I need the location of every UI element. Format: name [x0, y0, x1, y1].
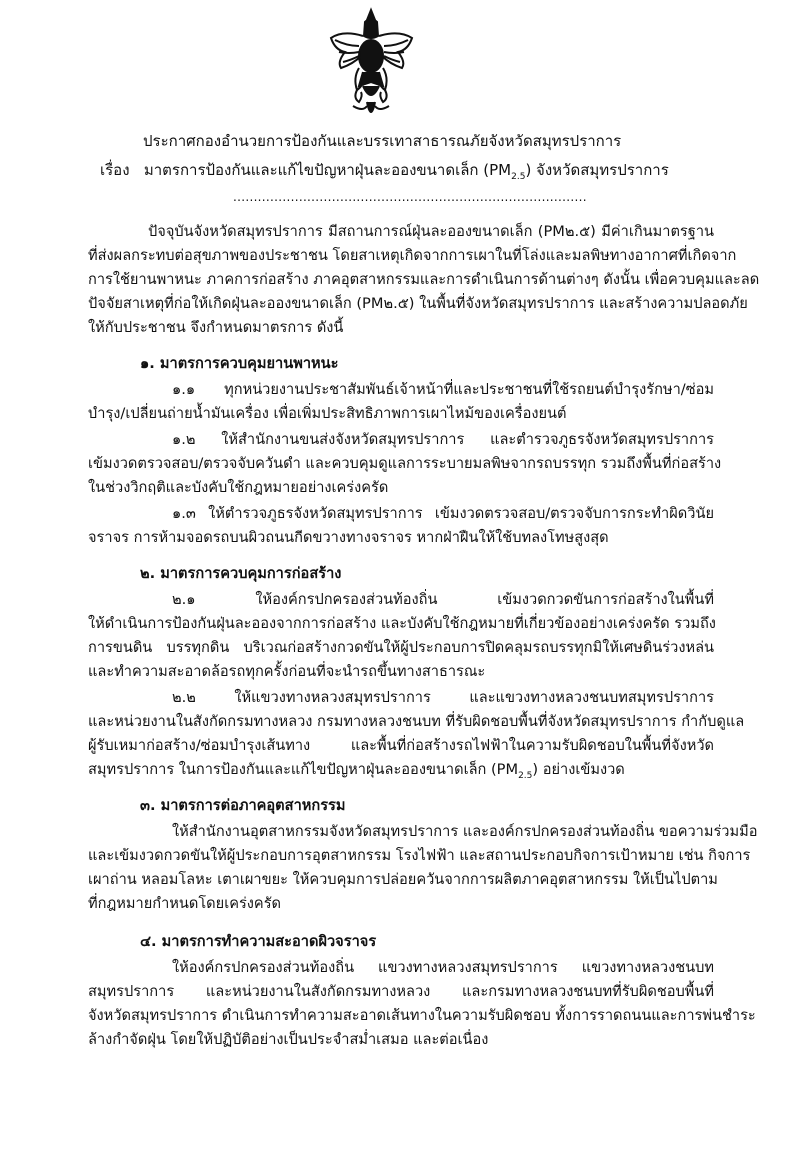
s2-line-8: [88, 760, 625, 786]
s2-line-7: ผู้รับเหมาก่อสร้าง/ซ่อมบำรุงเส้นทาง และพื้นที่ก่อสร้างรถไฟฟ้าในความรับผิดชอบในพื้นที่จังหวัด: [88, 737, 714, 754]
section-2-title: ๒. มาตรการควบคุมการก่อสร้าง: [140, 565, 342, 582]
s3-line-4: ที่กฎหมายกำหนดโดยเคร่งครัด: [88, 895, 282, 912]
s2-line-8-end: ) อย่างเข้มงวด: [532, 761, 625, 778]
s2-line-8-sub: 2.5: [518, 770, 533, 781]
subject-line: [100, 160, 669, 187]
s3-line-1: ให้สำนักงานอุตสาหกรรมจังหวัดสมุทรปราการ และองค์กรปกครองส่วนท้องถิ่น ขอความร่วมมือ: [172, 823, 758, 840]
s1-line-2: บำรุง/เปลี่ยนถ่ายน้ำมันเครื่อง เพื่อเพิ่มประสิทธิภาพการเผาไหม้ของเครื่องยนต์: [88, 405, 567, 422]
section-1-title: ๑. มาตรการควบคุมยานพาหนะ: [140, 355, 339, 372]
intro-line-2: ที่ส่งผลกระทบต่อสุขภาพของประชาชน โดยสาเหตุเกิดจากการเผาในที่โล่งและมลพิษทางอากาศที่เกิดจาก: [88, 247, 737, 264]
s2-line-2: ให้ดำเนินการป้องกันฝุ่นละอองจากการก่อสร้าง และบังคับใช้กฎหมายที่เกี่ยวข้องอย่างเคร่งครัด รวมถึง: [88, 615, 716, 632]
s1-line-3: ๑.๒ ให้สำนักงานขนส่งจังหวัดสมุทรปราการ และตำรวจภูธรจังหวัดสมุทรปราการ: [172, 431, 714, 448]
subject-main: มาตรการป้องกันและแก้ไขปัญหาฝุ่นละอองขนาดเล็ก (PM: [143, 161, 512, 179]
s1-line-1: ๑.๑ ทุกหน่วยงานประชาสัมพันธ์เจ้าหน้าที่และประชาชนที่ใช้รถยนต์บำรุงรักษา/ซ่อม: [172, 381, 714, 398]
section-3-title: ๓. มาตรการต่อภาคอุตสาหกรรม: [140, 797, 346, 814]
s1-line-6: ๑.๓ ให้ตำรวจภูธรจังหวัดสมุทรปราการ เข้มงวดตรวจสอบ/ตรวจจับการกระทำผิดวินัย: [172, 505, 714, 522]
s1-line-5: ในช่วงวิกฤติและบังคับใช้กฎหมายอย่างเคร่งครัด: [88, 479, 389, 496]
intro-line-5: ให้กับประชาชน จึงกำหนดมาตรการ ดังนี้: [88, 319, 344, 336]
s2-line-4: และทำความสะอาดล้อรถทุกครั้งก่อนที่จะนำรถขึ้นทางสาธารณะ: [88, 663, 486, 680]
s2-line-5: ๒.๒ ให้แขวงทางหลวงสมุทรปราการ และแขวงทางหลวงชนบทสมุทรปราการ: [172, 689, 714, 706]
s2-line-3: การขนดิน บรรทุกดิน บริเวณก่อสร้างกวดขันให้ผู้ประกอบการปิดคลุมรถบรรทุกมิให้เศษดินร่วงหล่น: [88, 639, 714, 656]
s3-line-3: เผาถ่าน หลอมโลหะ เตาเผาขยะ ให้ควบคุมการปล่อยควันจากการผลิตภาคอุตสาหกรรม ให้เป็นไปตาม: [88, 871, 718, 888]
s4-line-3: จังหวัดสมุทรปราการ ดำเนินการทำความสะอาดเส้นทางในความรับผิดชอบ ทั้งการราดถนนและการพ่นชำระ: [88, 1007, 756, 1024]
header-divider: ......................................................................................: [233, 190, 587, 204]
s1-line-4: เข้มงวดตรวจสอบ/ตรวจจับควันดำ และควบคุมดูแลการระบายมลพิษจากรถบรรทุก รวมถึงพื้นที่ก่อสร้าง: [88, 455, 722, 472]
s2-line-1: ๒.๑ ให้องค์กรปกครองส่วนท้องถิ่น เข้มงวดกวดขันการก่อสร้างในพื้นที่: [172, 591, 714, 608]
announcement-title: ประกาศกองอำนวยการป้องกันและบรรเทาสาธารณภัยจังหวัดสมุทรปราการ: [143, 132, 622, 150]
s4-line-2: สมุทรปราการ และหน่วยงานในสังกัดกรมทางหลวง และกรมทางหลวงชนบทที่รับผิดชอบพื้นที่: [88, 983, 714, 1000]
s4-line-1: ให้องค์กรปกครองส่วนท้องถิ่น แขวงทางหลวงสมุทรปราการ แขวงทางหลวงชนบท: [172, 959, 714, 976]
s2-line-6: และหน่วยงานในสังกัดกรมทางหลวง กรมทางหลวงชนบท ที่รับผิดชอบพื้นที่จังหวัดสมุทรปราการ กำกับดูแล: [88, 713, 745, 730]
s3-line-2: และเข้มงวดกวดขันให้ผู้ประกอบการอุตสาหกรรม โรงไฟฟ้า และสถานประกอบกิจการเป้าหมาย เช่น กิจการ: [88, 847, 751, 864]
s2-line-8-main: สมุทรปราการ ในการป้องกันและแก้ไขปัญหาฝุ่นละอองขนาดเล็ก (PM: [88, 761, 519, 778]
section-4-title: ๔. มาตรการทำความสะอาดผิวจราจร: [140, 933, 377, 950]
intro-line-4: ปัจจัยสาเหตุที่ก่อให้เกิดฝุ่นละอองขนาดเล็ก (PM๒.๕) ในพื้นที่จังหวัดสมุทรปราการ และสร้างความปลอดภัย: [88, 295, 748, 312]
intro-line-1: ปัจจุบันจังหวัดสมุทรปราการ มีสถานการณ์ฝุ่นละอองขนาดเล็ก (PM๒.๕) มีค่าเกินมาตรฐาน: [148, 223, 714, 240]
subject-sub: 2.5: [511, 172, 526, 182]
intro-line-3: การใช้ยานพาหนะ ภาคการก่อสร้าง ภาคอุตสาหกรรมและการดำเนินการด้านต่างๆ ดังนั้น เพื่อควบคุมและลด: [88, 271, 760, 288]
garuda-emblem-icon: [323, 6, 420, 124]
s4-line-4: ล้างกำจัดฝุ่น โดยให้ปฏิบัติอย่างเป็นประจำสม่ำเสมอ และต่อเนื่อง: [88, 1031, 489, 1048]
subject-end: ) จังหวัดสมุทรปราการ: [525, 161, 669, 179]
s1-line-7: จราจร การห้ามจอดรถบนผิวถนนกีดขวางทางจราจร หากฝ่าฝืนให้ใช้บทลงโทษสูงสุด: [88, 529, 609, 546]
subject-prefix: เรื่อง: [100, 161, 130, 179]
